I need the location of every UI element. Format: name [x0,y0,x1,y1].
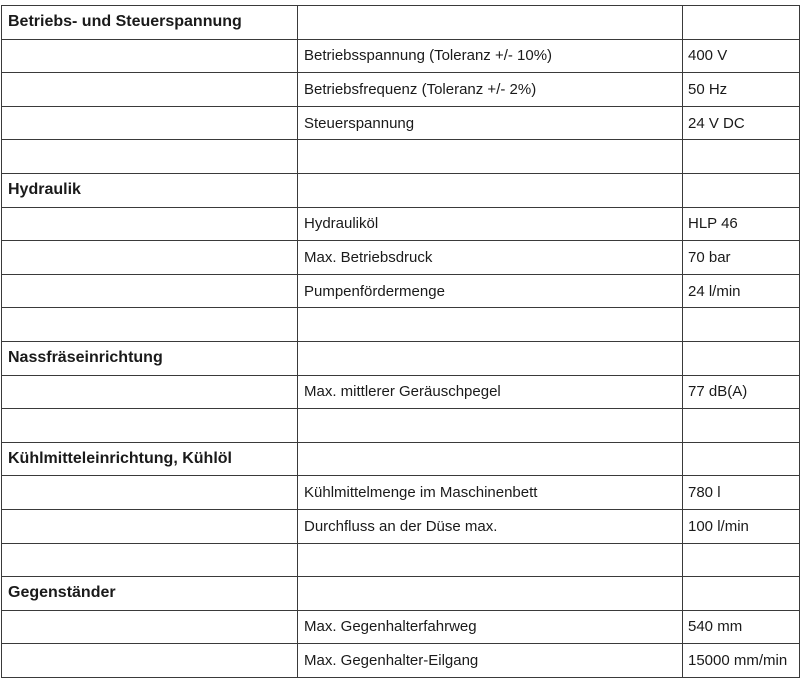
spec-row [2,39,800,73]
section-header-row [2,6,800,40]
empty-cell [683,308,800,342]
spec-row [2,375,800,409]
empty-cell [2,509,298,543]
empty-cell [2,207,298,241]
spacer-row [2,543,800,577]
spec-row [2,241,800,275]
spec-label: Steuerspannung [298,106,683,140]
empty-cell [2,274,298,308]
empty-cell [2,73,298,107]
spec-value: 100 l/min [683,509,800,543]
empty-cell [2,106,298,140]
section-title: Betriebs- und Steuerspannung [2,6,298,40]
section-header-row [2,577,800,611]
spec-row [2,73,800,107]
spec-label: Max. Betriebsdruck [298,241,683,275]
empty-cell [683,6,800,40]
spacer-row [2,409,800,443]
spec-row [2,509,800,543]
empty-cell [2,140,298,174]
empty-cell [683,173,800,207]
empty-cell [298,173,683,207]
spec-label: Kühlmittelmenge im Maschinenbett [298,476,683,510]
section-title: Gegenständer [2,577,298,611]
empty-cell [2,476,298,510]
spec-row [2,644,800,678]
empty-cell [2,610,298,644]
empty-cell [683,577,800,611]
spec-label: Max. Gegenhalter-Eilgang [298,644,683,678]
empty-cell [683,341,800,375]
empty-cell [298,543,683,577]
spec-row [2,207,800,241]
section-header-row [2,341,800,375]
spec-value: HLP 46 [683,207,800,241]
spec-table-body [2,6,800,678]
spec-label: Betriebsspannung (Toleranz +/- 10%) [298,39,683,73]
empty-cell [2,241,298,275]
spec-label: Durchfluss an der Düse max. [298,509,683,543]
empty-cell [298,409,683,443]
spec-value: 24 V DC [683,106,800,140]
empty-cell [298,140,683,174]
spec-value: 77 dB(A) [683,375,800,409]
empty-cell [2,308,298,342]
spec-value: 50 Hz [683,73,800,107]
section-header-row [2,442,800,476]
empty-cell [2,375,298,409]
spec-label: Pumpenfördermenge [298,274,683,308]
empty-cell [683,543,800,577]
spacer-row [2,140,800,174]
spacer-row [2,308,800,342]
empty-cell [683,442,800,476]
section-title: Kühlmitteleinrichtung, Kühlöl [2,442,298,476]
empty-cell [2,409,298,443]
empty-cell [298,442,683,476]
empty-cell [298,6,683,40]
spec-label: Max. Gegenhalterfahrweg [298,610,683,644]
empty-cell [2,644,298,678]
empty-cell [2,543,298,577]
spec-row [2,610,800,644]
empty-cell [298,577,683,611]
section-title: Hydraulik [2,173,298,207]
spec-value: 540 mm [683,610,800,644]
empty-cell [683,140,800,174]
spec-value: 400 V [683,39,800,73]
spec-value: 15000 mm/min [683,644,800,678]
spec-row [2,106,800,140]
empty-cell [683,409,800,443]
spec-table [1,5,800,678]
spec-row [2,476,800,510]
spec-label: Max. mittlerer Geräuschpegel [298,375,683,409]
section-title: Nassfräseinrichtung [2,341,298,375]
empty-cell [2,39,298,73]
spec-row [2,274,800,308]
section-header-row [2,173,800,207]
spec-value: 70 bar [683,241,800,275]
spec-label: Betriebsfrequenz (Toleranz +/- 2%) [298,73,683,107]
spec-label: Hydrauliköl [298,207,683,241]
spec-value: 780 l [683,476,800,510]
empty-cell [298,308,683,342]
spec-value: 24 l/min [683,274,800,308]
empty-cell [298,341,683,375]
